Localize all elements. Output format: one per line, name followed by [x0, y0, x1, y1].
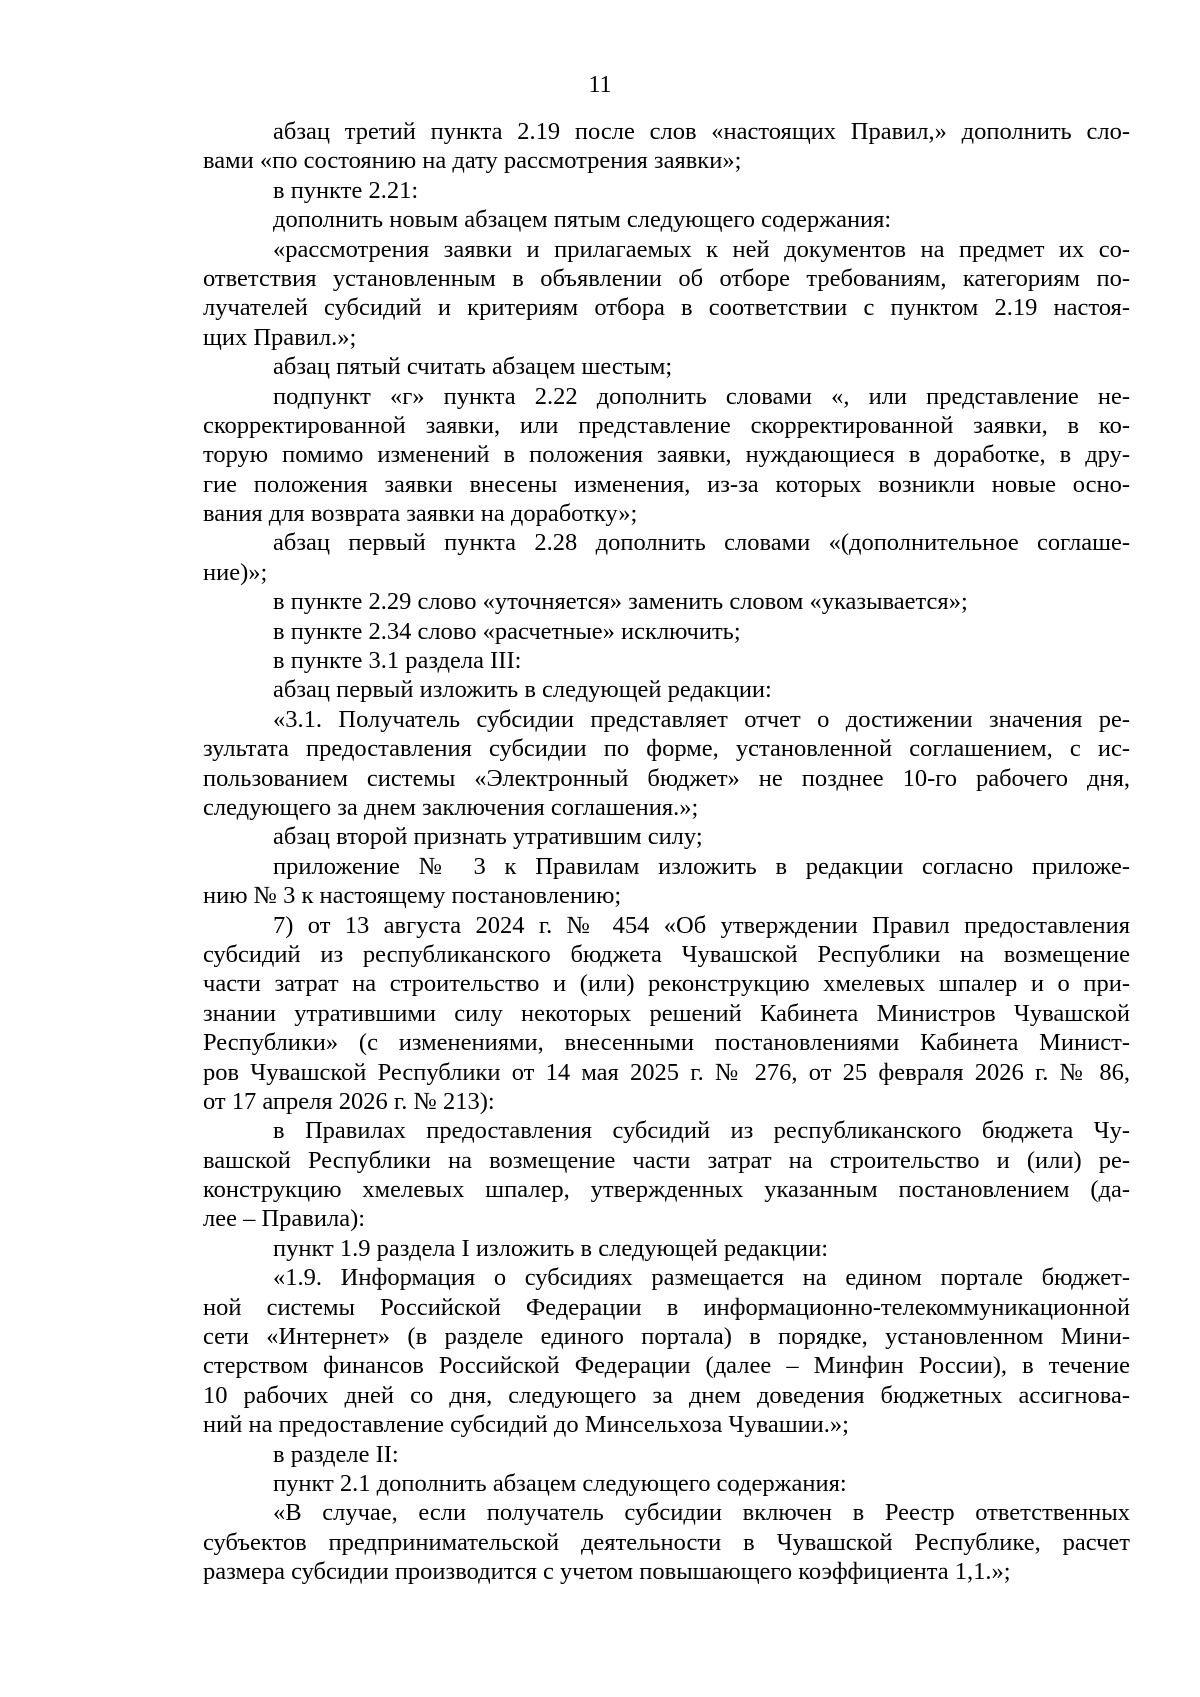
text-line: знании утратившими силу некоторых решений Кабинета Министров Чувашской: [203, 999, 1130, 1027]
text-line: вашской Республики на возмещение части затрат на строительство и (или) ре-: [203, 1146, 1130, 1174]
text-line: скорректированной заявки, или представление скорректированной заявки, в ко-: [203, 411, 1130, 439]
text-line: сети «Интернет» (в разделе единого портала) в порядке, установленном Мини-: [203, 1323, 1130, 1351]
text-line: торую помимо изменений в положения заявки, нуждающиеся в доработке, в дру-: [203, 441, 1130, 469]
text-line: ров Чувашской Республики от 14 мая 2025 г. № 276, от 25 февраля 2026 г. № 86,: [203, 1058, 1130, 1086]
text-line: стерством финансов Российской Федерации (далее – Минфин России), в течение: [203, 1352, 1130, 1380]
text-line: лее – Правила):: [203, 1205, 366, 1233]
text-line: в разделе II:: [273, 1440, 399, 1468]
text-line: абзац первый изложить в следующей редакции:: [273, 676, 772, 704]
text-line: субсидий из республиканского бюджета Чувашской Республики на возмещение: [203, 940, 1130, 968]
text-line: ние)»;: [203, 558, 268, 586]
text-line: конструкцию хмелевых шпалер, утвержденных указанным постановлением (да-: [203, 1176, 1130, 1204]
text-line: гие положения заявки внесены изменения, из-за которых возникли новые осно-: [203, 470, 1130, 498]
text-line: зультата предоставления субсидии по форме, установленной соглашением, с ис-: [203, 735, 1130, 763]
text-line: в пункте 2.21:: [273, 176, 419, 204]
text-line: 7) от 13 августа 2024 г. № 454 «Об утверждении Правил предоставления: [273, 911, 1130, 939]
text-line: в пункте 2.29 слово «уточняется» заменить словом «указывается»;: [273, 588, 968, 616]
text-line: абзац первый пункта 2.28 дополнить словами «(дополнительное соглаше-: [273, 529, 1130, 557]
text-line: 10 рабочих дней со дня, следующего за днем доведения бюджетных ассигнова-: [203, 1381, 1130, 1409]
text-line: в пункте 3.1 раздела III:: [273, 647, 522, 675]
text-line: «рассмотрения заявки и прилагаемых к ней документов на предмет их со-: [273, 235, 1130, 263]
text-line: ний на предоставление субсидий до Минсельхоза Чувашии.»;: [203, 1411, 849, 1439]
text-line: щих Правил.»;: [203, 323, 357, 351]
text-line: ответствия установленным в объявлении об отборе требованиям, категориям по-: [203, 264, 1130, 292]
text-line: субъектов предпринимательской деятельности в Чувашской Республике, расчет: [203, 1528, 1130, 1556]
text-line: абзац третий пункта 2.19 после слов «настоящих Правил,» дополнить сло-: [273, 118, 1130, 145]
text-line: нию № 3 к настоящему постановлению;: [203, 882, 622, 910]
document-body: [203, 117, 1130, 1587]
text-line: в Правилах предоставления субсидий из республиканского бюджета Чу-: [273, 1117, 1130, 1145]
text-line: пункт 1.9 раздела I изложить в следующей редакции:: [273, 1234, 829, 1262]
text-line: «3.1. Получатель субсидии представляет отчет о достижении значения ре-: [273, 705, 1130, 733]
text-line: дополнить новым абзацем пятым следующего содержания:: [273, 206, 892, 234]
text-line: части затрат на строительство и (или) реконструкцию хмелевых шпалер и о при-: [203, 970, 1130, 998]
text-line: от 17 апреля 2026 г. № 213):: [203, 1087, 495, 1115]
text-line: вами «по состоянию на дату рассмотрения заявки»;: [203, 147, 742, 175]
text-line: размера субсидии производится с учетом повышающего коэффициента 1,1.»;: [203, 1558, 1011, 1586]
text-line: вания для возврата заявки на доработку»;: [203, 500, 638, 528]
text-line: абзац пятый считать абзацем шестым;: [273, 353, 673, 381]
text-line: ной системы Российской Федерации в информационно-телекоммуникационной: [203, 1293, 1130, 1321]
text-line: пользованием системы «Электронный бюджет» не позднее 10-го рабочего дня,: [203, 764, 1130, 792]
text-line: приложение № 3 к Правилам изложить в редакции согласно приложе-: [273, 852, 1130, 880]
text-line: абзац второй признать утратившим силу;: [273, 823, 703, 851]
text-line: лучателей субсидий и критериям отбора в соответствии с пунктом 2.19 настоя-: [203, 294, 1130, 322]
text-line: пункт 2.1 дополнить абзацем следующего содержания:: [273, 1469, 847, 1497]
text-line: следующего за днем заключения соглашения.»;: [203, 793, 699, 821]
text-line: «В случае, если получатель субсидии включен в Реестр ответственных: [273, 1499, 1130, 1527]
page-number: 11: [588, 72, 612, 98]
text-line: Республики» (с изменениями, внесенными постановлениями Кабинета Минист-: [203, 1029, 1130, 1057]
text-line: в пункте 2.34 слово «расчетные» исключить;: [273, 617, 741, 645]
text-line: подпункт «г» пункта 2.22 дополнить словами «, или представление не-: [273, 382, 1130, 410]
text-line: «1.9. Информация о субсидиях размещается на едином портале бюджет-: [273, 1264, 1130, 1292]
